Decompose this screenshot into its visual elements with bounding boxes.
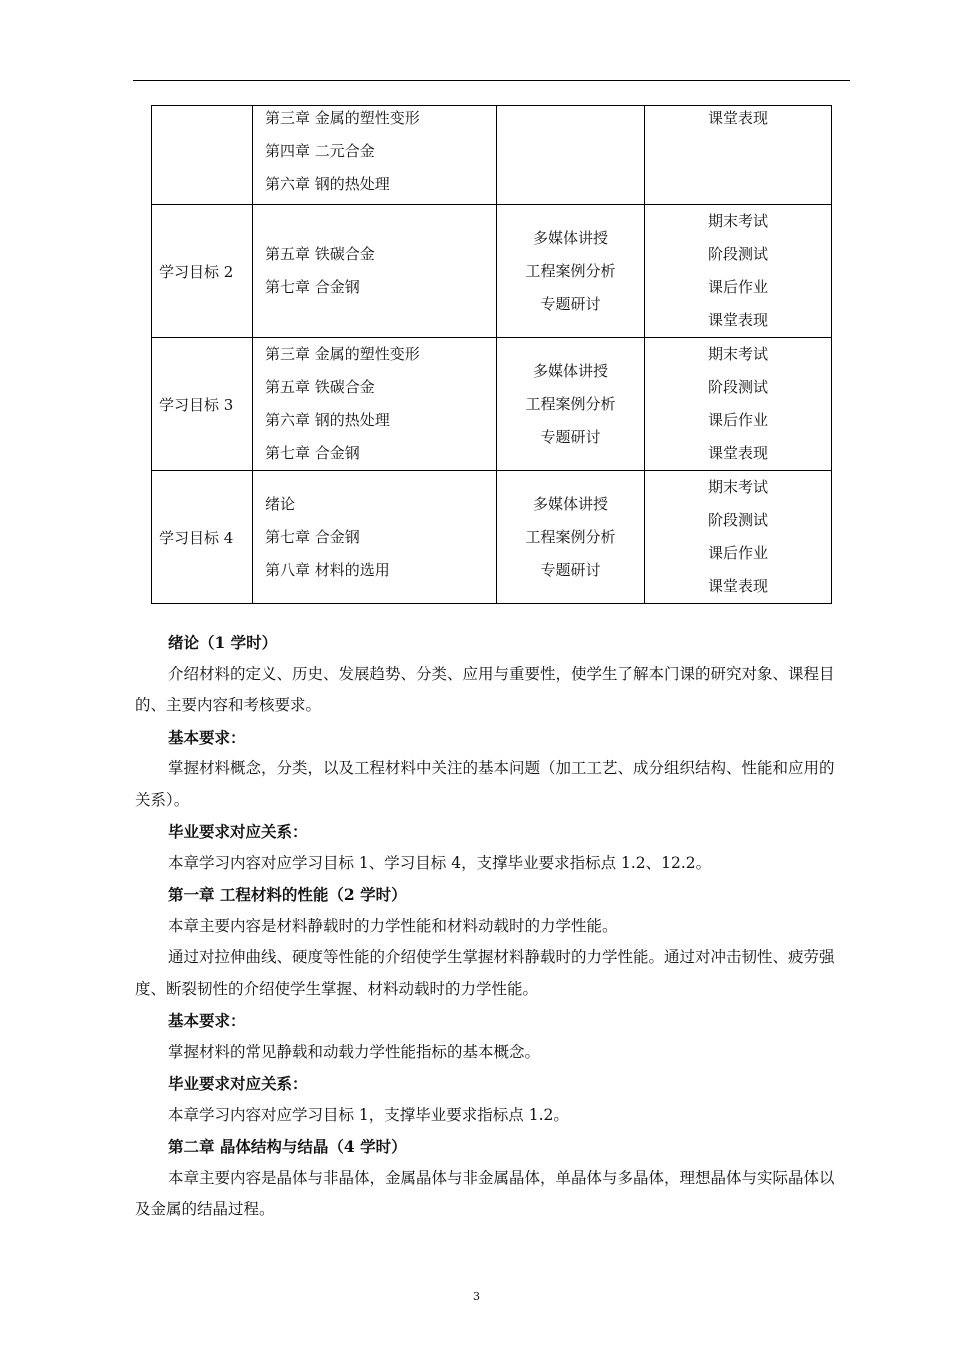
chapter-item: 第七章 合金钢	[265, 527, 360, 546]
chapter1-text-2: 通过对拉伸曲线、硬度等性能的介绍使学生掌握材料静载时的力学性能。通过对冲击韧性、疲劳强度、断裂韧性的介绍使学生掌握、材料动载时的力学性能。	[135, 948, 835, 998]
assessment-item: 课堂表现	[707, 109, 768, 127]
chapter-item: 绪论	[265, 494, 296, 513]
assessment-item: 课堂表现	[707, 444, 768, 462]
teaching-method-item: 多媒体讲授	[532, 228, 608, 247]
intro-mapping-text: 本章学习内容对应学习目标 1、学习目标 4，支撑毕业要求指标点 1.2、12.2。	[168, 853, 712, 872]
chapter-item: 第六章 钢的热处理	[265, 175, 390, 193]
teaching-method-item: 工程案例分析	[525, 394, 616, 413]
chapter1-requirements-heading: 基本要求：	[168, 1011, 246, 1030]
assessment-item: 课后作业	[707, 278, 768, 296]
teaching-method-item: 专题研讨	[540, 560, 601, 579]
table-row	[152, 471, 832, 604]
chapter1-mapping-heading: 毕业要求对应关系：	[168, 1074, 308, 1093]
assessment-item: 阶段测试	[707, 245, 768, 263]
chapter1-heading: 第一章 工程材料的性能（2 学时）	[168, 885, 407, 904]
chapters-cell	[253, 471, 497, 604]
teaching-methods-cell	[497, 471, 645, 604]
chapter-item: 第四章 二元合金	[265, 142, 375, 160]
assessment-item: 期末考试	[707, 345, 768, 363]
teaching-method-item: 专题研讨	[540, 294, 601, 313]
intro-mapping-heading: 毕业要求对应关系：	[168, 822, 308, 841]
chapter-item: 第七章 合金钢	[265, 444, 360, 462]
chapter-item: 第六章 钢的热处理	[265, 411, 390, 429]
chapter-item: 第五章 铁碳合金	[265, 245, 375, 263]
teaching-methods-cell	[497, 106, 645, 205]
intro-requirements-heading: 基本要求：	[168, 727, 246, 747]
assessment-item: 阶段测试	[707, 511, 768, 529]
teaching-methods-cell	[497, 338, 645, 471]
learning-goal-cell	[152, 106, 253, 205]
intro-requirements-text: 掌握材料概念，分类，以及工程材料中关注的基本问题（加工工艺、成分组织结构、性能和应用的关系）。	[135, 759, 835, 809]
learning-goal-cell	[152, 338, 253, 471]
chapter2-text: 本章主要内容是晶体与非晶体，金属晶体与非金属晶体，单晶体与多晶体，理想晶体与实际晶体以及金属的结晶过程。	[135, 1168, 835, 1218]
chapters-cell	[253, 205, 497, 338]
chapter-item: 第三章 金属的塑性变形	[265, 345, 420, 363]
body-text	[135, 627, 848, 1226]
assessment-item: 期末考试	[707, 212, 768, 230]
assessment-item: 课后作业	[707, 544, 768, 562]
assessment-cell	[645, 106, 832, 205]
assessment-item: 课堂表现	[707, 311, 768, 329]
chapters-cell	[253, 338, 497, 471]
page-number: 3	[473, 1290, 480, 1303]
chapter2-heading: 第二章 晶体结构与结晶（4 学时）	[168, 1137, 407, 1156]
assessment-item: 课后作业	[707, 411, 768, 429]
chapter-item: 第三章 金属的塑性变形	[265, 109, 420, 127]
assessment-cell	[645, 471, 832, 604]
learning-goal-cell	[152, 205, 253, 338]
assessment-item: 阶段测试	[707, 378, 768, 396]
teaching-method-item: 工程案例分析	[525, 261, 616, 280]
table-row	[152, 205, 832, 338]
learning-goal-label: 学习目标 3	[159, 395, 234, 414]
chapter1-text-1: 本章主要内容是材料静载时的力学性能和材料动载时的力学性能。	[168, 916, 618, 935]
assessment-item: 课堂表现	[707, 577, 768, 595]
chapter-item: 第五章 铁碳合金	[265, 378, 375, 396]
teaching-methods-cell	[497, 205, 645, 338]
chapter1-mapping-text: 本章学习内容对应学习目标 1，支撑毕业要求指标点 1.2。	[168, 1105, 569, 1124]
learning-goal-label: 学习目标 2	[159, 262, 234, 281]
teaching-method-item: 多媒体讲授	[532, 494, 608, 513]
assessment-item: 期末考试	[707, 478, 768, 496]
intro-text: 介绍材料的定义、历史、发展趋势、分类、应用与重要性，使学生了解本门课的研究对象、课程目的、主要内容和考核要求。	[135, 664, 835, 714]
learning-goal-cell	[152, 471, 253, 604]
chapter-item: 第七章 合金钢	[265, 278, 360, 296]
table-row	[152, 338, 832, 471]
chapters-cell	[253, 106, 497, 205]
teaching-method-item: 多媒体讲授	[532, 361, 608, 380]
course-outline-table	[151, 105, 832, 604]
assessment-cell	[645, 205, 832, 338]
learning-goal-label: 学习目标 4	[159, 528, 234, 547]
table-row	[152, 106, 832, 205]
teaching-method-item: 专题研讨	[540, 427, 601, 446]
chapter1-requirements-text: 掌握材料的常见静载和动载力学性能指标的基本概念。	[168, 1042, 541, 1061]
teaching-method-item: 工程案例分析	[525, 527, 616, 546]
assessment-cell	[645, 338, 832, 471]
chapter-item: 第八章 材料的选用	[265, 560, 390, 579]
header-rule	[133, 80, 850, 81]
intro-heading: 绪论（1 学时）	[168, 633, 278, 652]
